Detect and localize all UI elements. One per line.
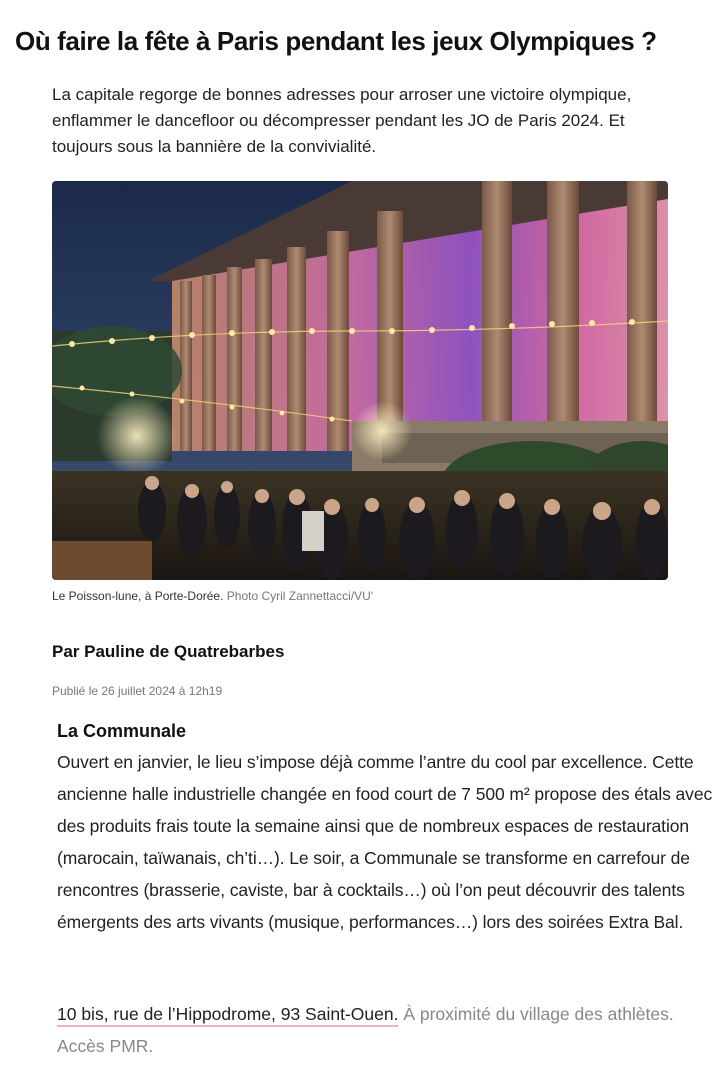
caption-text: Le Poisson-lune, à Porte-Dorée. xyxy=(52,589,224,603)
venue-address-block xyxy=(57,998,697,1062)
article-lead: La capitale regorge de bonnes adresses pour arroser une victoire olympique, enflammer le dancefloor ou décompresser pendant les JO de Paris 2024. Et toujours sous la bannière de la convivialité. xyxy=(52,85,632,156)
photo-caption xyxy=(52,588,672,604)
publish-date: Publié le 26 juillet 2024 à 12h19 xyxy=(52,684,223,698)
photo-credit: Photo Cyril Zannettacci/VU' xyxy=(226,589,374,603)
venue-title: La Communale xyxy=(57,721,187,741)
article-title: Où faire la fête à Paris pendant les jeux Olympiques ? xyxy=(15,26,657,56)
author-byline[interactable]: Par Pauline de Quatrebarbes xyxy=(52,642,285,661)
venue-address-note: À proximité du village des athlètes. Accès PMR. xyxy=(57,1004,674,1056)
venue-description: Ouvert en janvier, le lieu s’impose déjà comme l’antre du cool par excellence. Cette ancienne halle industrielle changée en food court de 7 500 m² propose des étals avec des produits frais toute la semaine ainsi que de nombreux espaces de restauration (marocain, taïwanais, ch’ti…). Le soir, a Communale se transforme en carrefour de rencontres (brasserie, caviste, bar à cocktails…) où l’on peut découvrir des talents émergents des arts vivants (musique, performances…) lors des soirées Extra Bal. xyxy=(57,752,713,932)
article-photo xyxy=(52,181,668,580)
venue-address-link[interactable]: 10 bis, rue de l’Hippodrome, 93 Saint-Ouen. xyxy=(57,1004,398,1027)
